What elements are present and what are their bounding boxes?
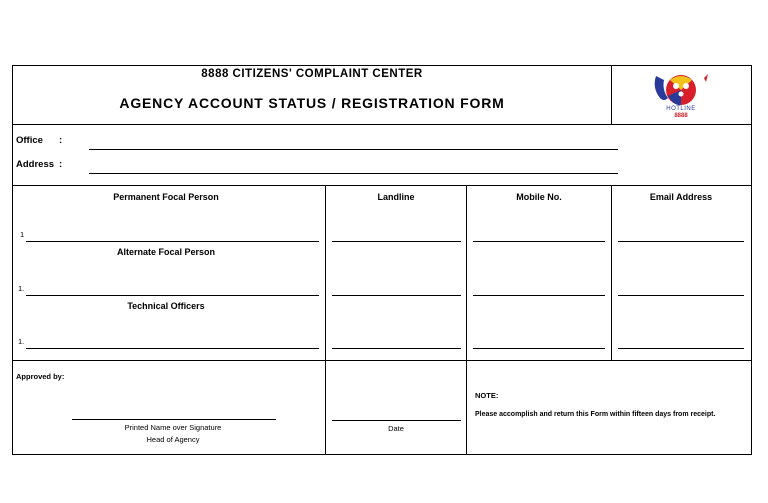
logo-text-8888: 8888 — [674, 113, 688, 119]
center-name: 8888 CITIZENS' COMPLAINT CENTER — [201, 68, 423, 80]
office-colon: : — [59, 135, 63, 146]
logo-text-hotline: HOTLINE — [666, 106, 696, 112]
printed-name-label: Printed Name over Signature — [124, 423, 222, 432]
address-label: Address — [16, 159, 55, 170]
col-header-email: Email Address — [649, 192, 713, 202]
permanent-landline-field[interactable] — [332, 241, 461, 242]
alternate-mobile-field[interactable] — [473, 295, 605, 296]
col-divider-3 — [611, 185, 612, 360]
technical-officers-heading: Technical Officers — [127, 301, 205, 311]
alternate-focal-heading: Alternate Focal Person — [116, 247, 216, 257]
row-number: 1. — [18, 337, 25, 346]
address-colon: : — [59, 159, 63, 170]
date-field[interactable] — [332, 420, 461, 421]
address-field[interactable] — [89, 173, 618, 174]
technical-email-field[interactable] — [618, 348, 744, 349]
technical-mobile-field[interactable] — [473, 348, 605, 349]
permanent-mobile-field[interactable] — [473, 241, 605, 242]
alternate-landline-field[interactable] — [332, 295, 461, 296]
col-divider-2 — [466, 185, 467, 455]
header-bottom-rule — [12, 124, 752, 125]
alternate-email-field[interactable] — [618, 295, 744, 296]
date-label: Date — [388, 424, 404, 433]
row-number: 1. — [18, 284, 25, 293]
signature-field[interactable] — [72, 419, 276, 420]
col-header-landline: Landline — [377, 192, 415, 202]
form-title: AGENCY ACCOUNT STATUS / REGISTRATION FORM — [119, 95, 505, 111]
technical-landline-field[interactable] — [332, 348, 461, 349]
header-divider — [611, 65, 612, 125]
permanent-email-field[interactable] — [618, 241, 744, 242]
row-number: 1 — [20, 230, 25, 239]
info-bottom-rule — [12, 185, 752, 186]
office-field[interactable] — [89, 149, 618, 150]
table-bottom-rule — [12, 360, 752, 361]
head-of-agency-label: Head of Agency — [146, 435, 200, 444]
col-divider-1 — [325, 185, 326, 455]
permanent-name-field[interactable] — [26, 241, 319, 242]
hotline-logo — [646, 68, 716, 122]
approved-by-label: Approved by: — [16, 372, 65, 381]
alternate-name-field[interactable] — [26, 295, 319, 296]
technical-name-field[interactable] — [26, 348, 319, 349]
col-header-mobile: Mobile No. — [516, 192, 562, 202]
col-header-focal: Permanent Focal Person — [113, 192, 219, 202]
note-label: NOTE: — [475, 391, 499, 400]
note-text: Please accomplish and return this Form within fifteen days from receipt. — [475, 411, 716, 418]
office-label: Office — [16, 135, 43, 146]
